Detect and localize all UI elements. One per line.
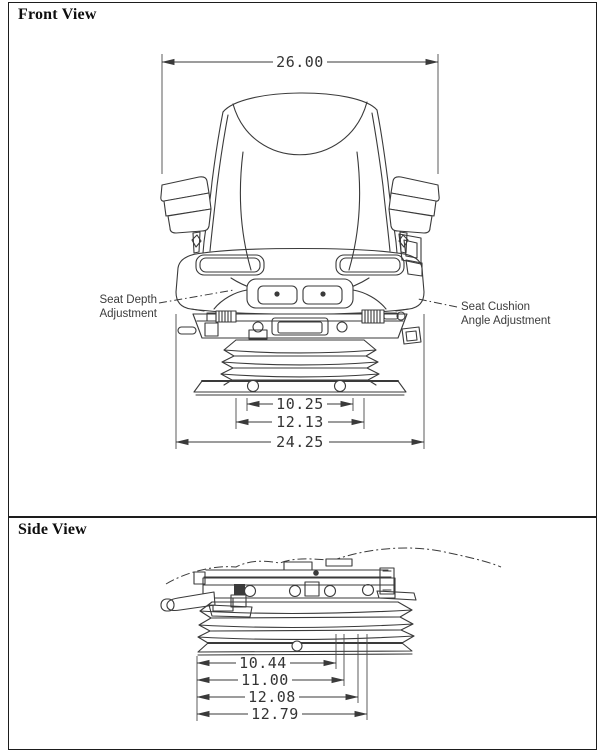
seat-cushion-leader-line [418, 299, 457, 307]
dimension-side-d4 [197, 705, 367, 723]
dimension-inner-width [247, 395, 353, 413]
seat-depth-label-line2: Adjustment [99, 308, 157, 320]
seat-cushion [176, 249, 424, 315]
front-bellows [221, 340, 379, 385]
seat-cushion-label-line2: Angle Adjustment [461, 315, 551, 327]
dim-text-1279: 12.79 [251, 705, 299, 723]
dim-text-1044: 10.44 [239, 654, 287, 672]
dimension-overall-width [162, 53, 438, 174]
suspension-mechanism [178, 310, 421, 344]
front-seat-drawing [99, 53, 551, 451]
dim-text-1100: 11.00 [241, 671, 289, 689]
front-base-plate [194, 381, 406, 396]
seat-depth-label-line1: Seat Depth [99, 294, 157, 306]
dim-text-1213: 12.13 [276, 413, 324, 431]
right-pad-dot [320, 291, 325, 296]
left-armrest [161, 177, 211, 253]
dim-text-26: 26.00 [276, 53, 324, 71]
dimension-side-d3 [197, 688, 358, 706]
side-bellows [198, 602, 414, 643]
dim-text-1208: 12.08 [248, 688, 296, 706]
dim-text-2425: 24.25 [276, 433, 324, 451]
left-pad-dot [274, 291, 279, 296]
right-armrest [389, 177, 439, 276]
seat-cushion-label-line1: Seat Cushion [461, 301, 531, 313]
side-view-drawing [161, 548, 501, 723]
front-backrest [203, 93, 397, 296]
dimension-side-d1 [197, 654, 336, 672]
side-view-title: Side View [18, 521, 87, 538]
side-rail-assembly [161, 559, 416, 617]
front-view-title: Front View [18, 6, 97, 23]
dimension-side-d2 [197, 671, 344, 689]
dim-text-1025: 10.25 [276, 395, 324, 413]
side-base-plate [198, 641, 412, 655]
